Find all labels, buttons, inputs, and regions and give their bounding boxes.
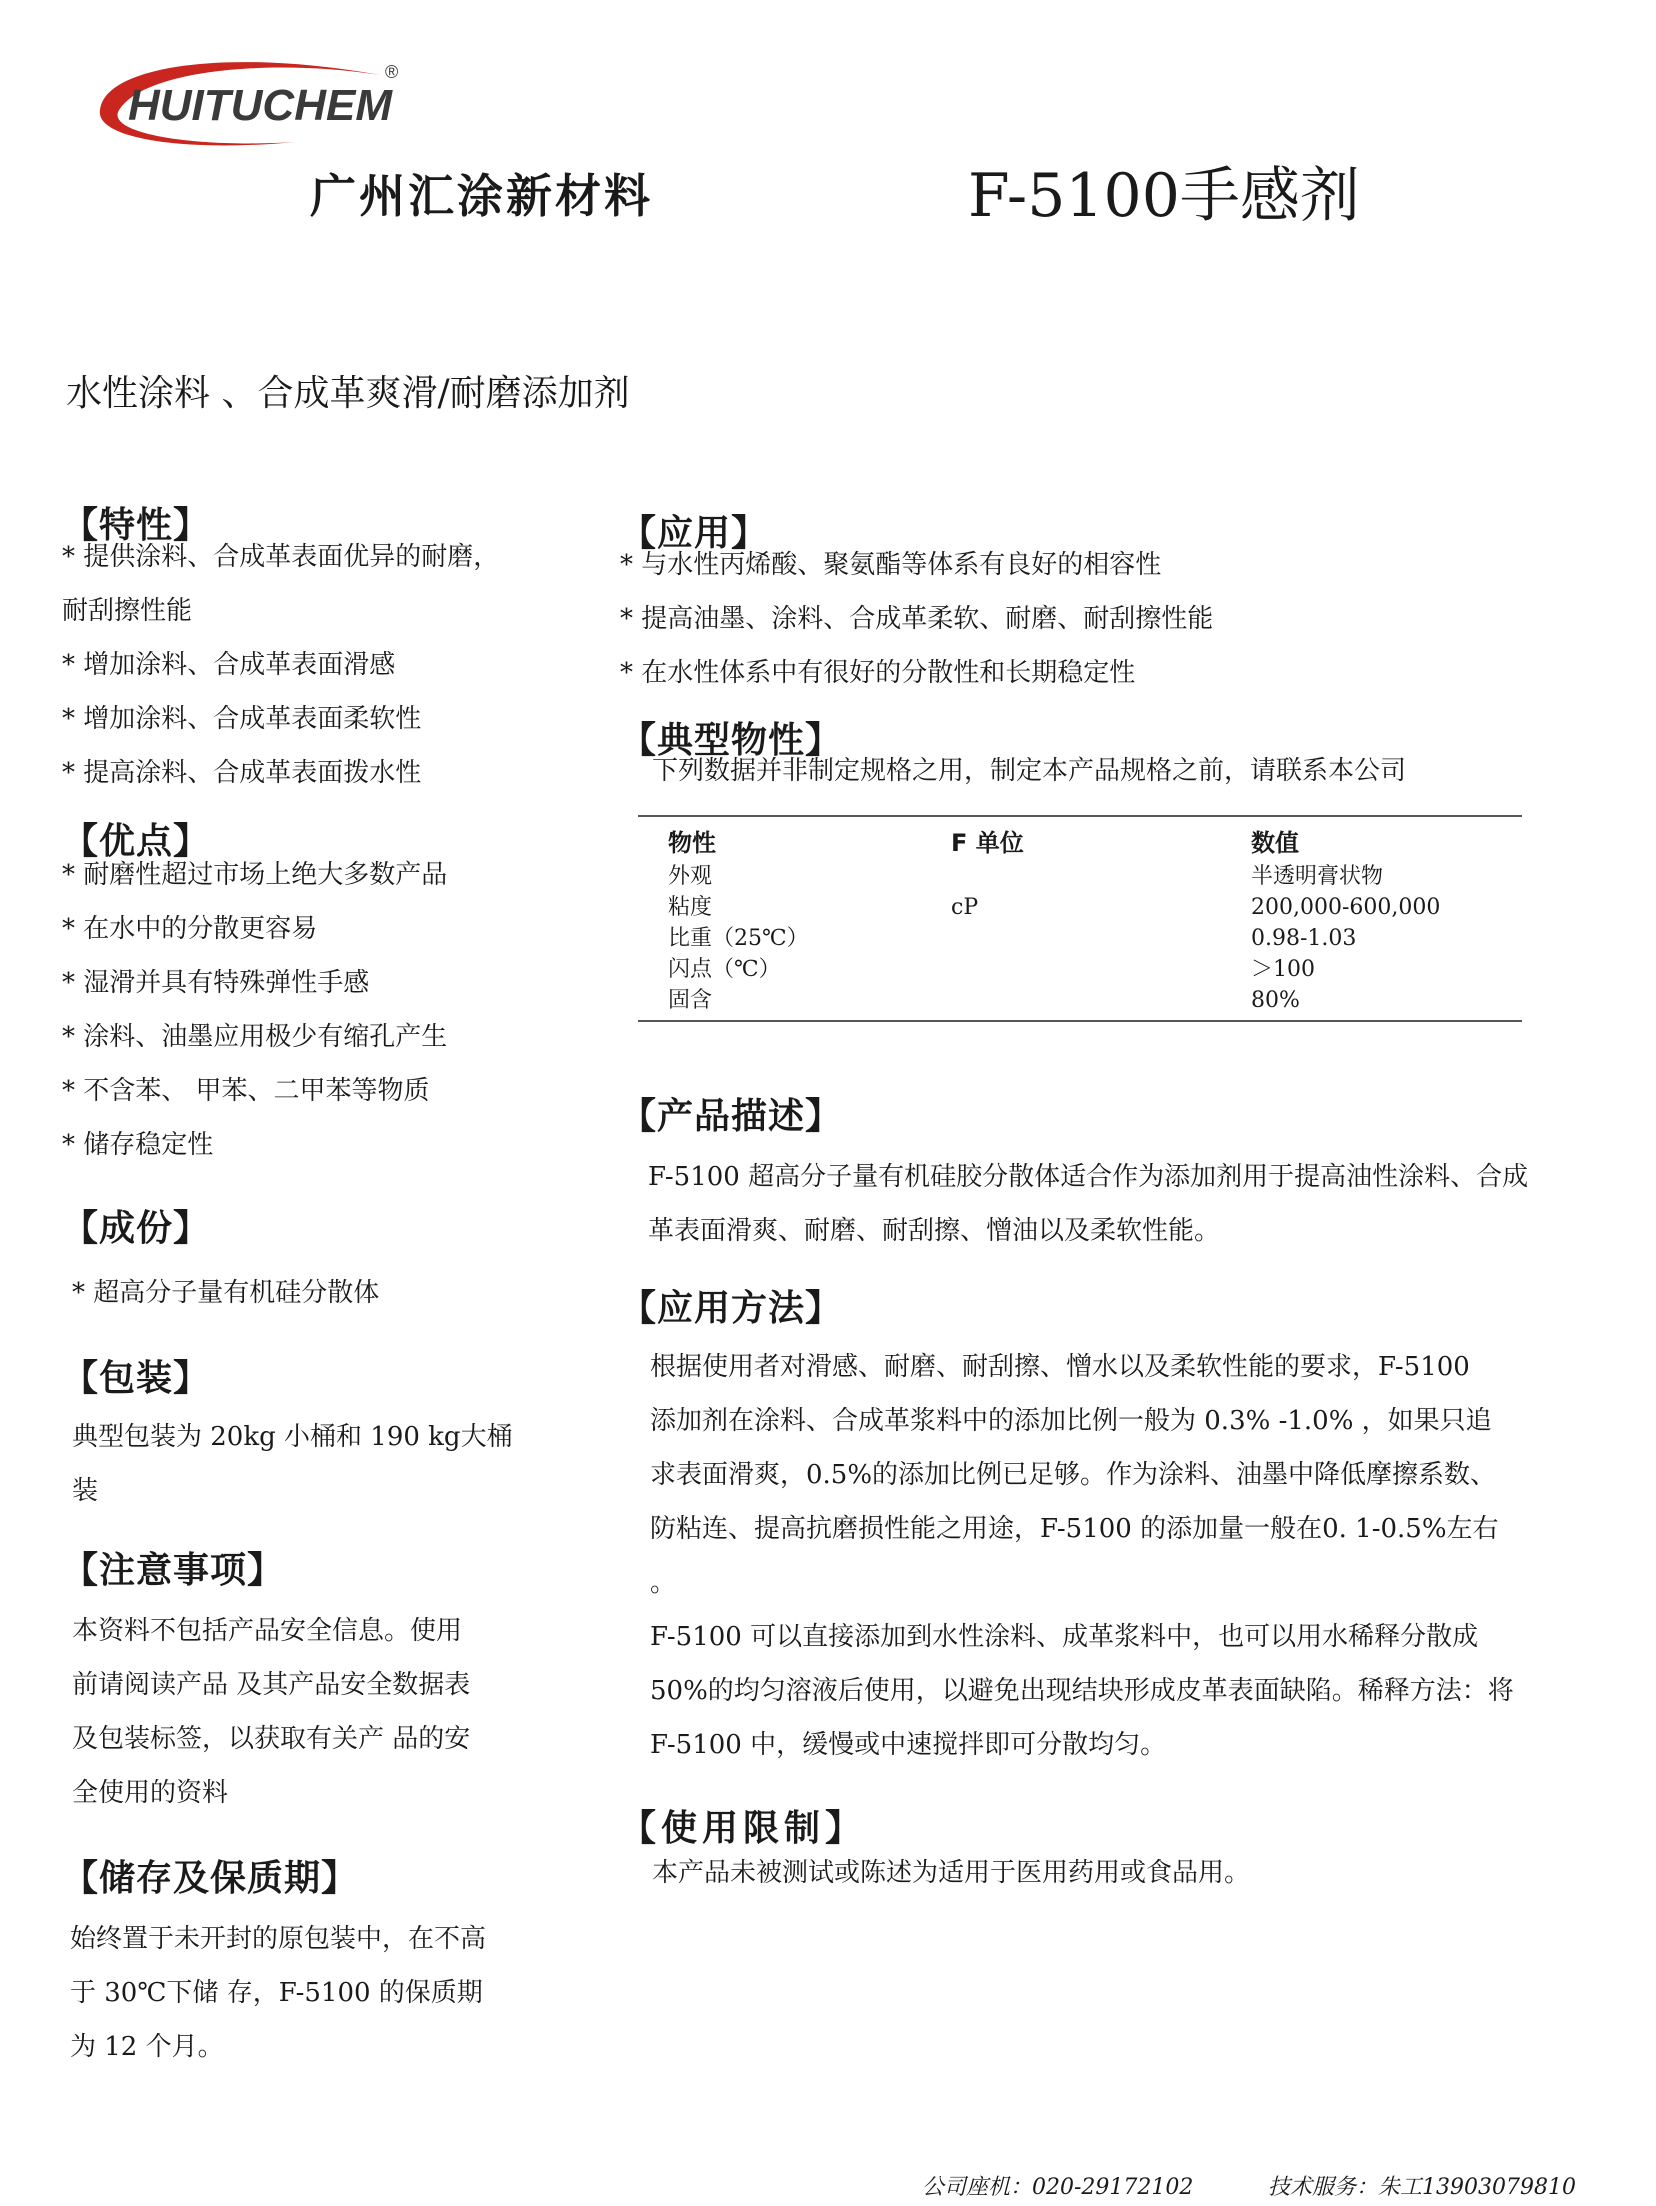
footer-phone: 公司座机：020-29172102 bbox=[922, 2175, 1194, 2200]
table-row: 粘度 cP 200,000-600,000 bbox=[668, 895, 1441, 920]
storage-title: 【储存及保质期】 bbox=[62, 1857, 359, 1899]
composition-list bbox=[62, 1266, 582, 1320]
packaging-text: 典型包装为 20kg 小桶和 190 kg大桶 装 bbox=[72, 1422, 513, 1506]
notice-title: 【注意事项】 bbox=[62, 1549, 285, 1591]
list-item: * 超高分子量有机硅分散体 bbox=[72, 1278, 380, 1308]
product-title: F-5100手感剂 bbox=[968, 161, 1360, 231]
list-item: * 涂料、油墨应用极少有缩孔产生 bbox=[62, 1022, 448, 1052]
list-item: * 提高油墨、涂料、合成革柔软、耐磨、耐刮擦性能 bbox=[620, 604, 1214, 634]
list-item: * 在水中的分散更容易 bbox=[62, 914, 318, 944]
table-header-row bbox=[638, 825, 1522, 861]
column-header: 物性 bbox=[668, 829, 716, 857]
list-item: * 不含苯、 甲苯、二甲苯等物质 bbox=[62, 1076, 430, 1106]
typical-properties-title: 【典型物性】 bbox=[620, 719, 843, 761]
table-row: 固含 80% bbox=[668, 988, 1300, 1013]
limits-title: 【使用限制】 bbox=[620, 1807, 867, 1849]
list-item: * 在水性体系中有很好的分散性和长期稳定性 bbox=[620, 658, 1136, 688]
list-item: * 湿滑并具有特殊弹性手感 bbox=[62, 968, 370, 998]
application-title: 【应用】 bbox=[620, 512, 769, 554]
method-title: 【应用方法】 bbox=[620, 1287, 843, 1329]
list-item: * 与水性丙烯酸、聚氨酯等体系有良好的相容性 bbox=[620, 550, 1162, 580]
logo-graphic bbox=[80, 40, 420, 150]
features-list bbox=[62, 530, 582, 800]
list-item: 耐刮擦性能 bbox=[62, 596, 193, 626]
list-item: * 提高涂料、合成革表面拨水性 bbox=[62, 758, 422, 788]
list-item: * 储存稳定性 bbox=[62, 1130, 214, 1160]
table-row: 外观 半透明膏状物 bbox=[668, 864, 1384, 889]
storage-text: 始终置于未开封的原包装中，在不高 于 30℃下储 存，F-5100 的保质期 为 12 个月。 bbox=[70, 1924, 487, 2062]
description-text: F-5100 超高分子量有机硅胶分散体适合作为添加剂用于提高油性涂料、合成 革表面滑爽、耐磨、耐刮擦、憎油以及柔软性能。 bbox=[648, 1162, 1529, 1246]
column-header: F 单位 bbox=[951, 829, 1024, 857]
table-row: 比重（25℃） 0.98-1.03 bbox=[668, 926, 1357, 951]
properties-table bbox=[638, 815, 1522, 1022]
notice-text: 本资料不包括产品安全信息。使用 前请阅读产品 及其产品安全数据表 及包装标签，以获取有关产 品的安 全使用的资料 bbox=[72, 1616, 471, 1808]
list-item: * 增加涂料、合成革表面柔软性 bbox=[62, 704, 422, 734]
list-item: * 增加涂料、合成革表面滑感 bbox=[62, 650, 396, 680]
advantages-title: 【优点】 bbox=[62, 820, 211, 862]
product-subtitle: 水性涂料 、合成革爽滑/耐磨添加剂 bbox=[66, 373, 630, 414]
company-name: 广州汇涂新材料 bbox=[310, 169, 653, 223]
list-item: * 耐磨性超过市场上绝大多数产品 bbox=[62, 860, 448, 890]
advantages-list bbox=[62, 848, 582, 1172]
packaging-title: 【包装】 bbox=[62, 1357, 211, 1399]
features-title: 【特性】 bbox=[62, 504, 211, 546]
svg-text:HUITUCHEM: HUITUCHEM bbox=[128, 81, 392, 130]
description-title: 【产品描述】 bbox=[620, 1095, 843, 1137]
column-header: 数值 bbox=[1251, 829, 1299, 857]
application-list bbox=[620, 538, 1570, 700]
table-row: 闪点（℃） ＞100 bbox=[668, 957, 1315, 982]
composition-title: 【成份】 bbox=[62, 1207, 211, 1249]
footer-service: 技术服务：朱工13903079810 bbox=[1268, 2175, 1576, 2200]
method-text: 根据使用者对滑感、耐磨、耐刮擦、憎水以及柔软性能的要求，F-5100 添加剂在涂料、合成革浆料中的添加比例一般为 0.3% -1.0% ，如果只追 求表面滑爽，0.5%的添加比例已足够。作为涂料、油墨中降低摩擦系数、 防粘连、提高抗磨损性能之用途，F-5100 的添加量一般在0. 1-0.5%左右 。 F-5100 可以直接添加到水性涂料、成革浆料中，也可以用水稀释分散成 50%的均匀溶液后使用，以避免出现结块形成皮革表面缺陷。稀释方法：将 F-5100 中，缓慢或中速搅拌即可分散均匀。 bbox=[650, 1352, 1514, 1760]
svg-text:®: ® bbox=[385, 62, 399, 82]
limits-text: 本产品未被测试或陈述为适用于医用药用或食品用。 bbox=[652, 1858, 1251, 1888]
huituchem-logo bbox=[80, 40, 420, 150]
list-item: * 提供涂料、合成革表面优异的耐磨， bbox=[62, 542, 500, 572]
typical-properties-note: 下列数据并非制定规格之用，制定本产品规格之前，请联系本公司 bbox=[652, 756, 1407, 786]
